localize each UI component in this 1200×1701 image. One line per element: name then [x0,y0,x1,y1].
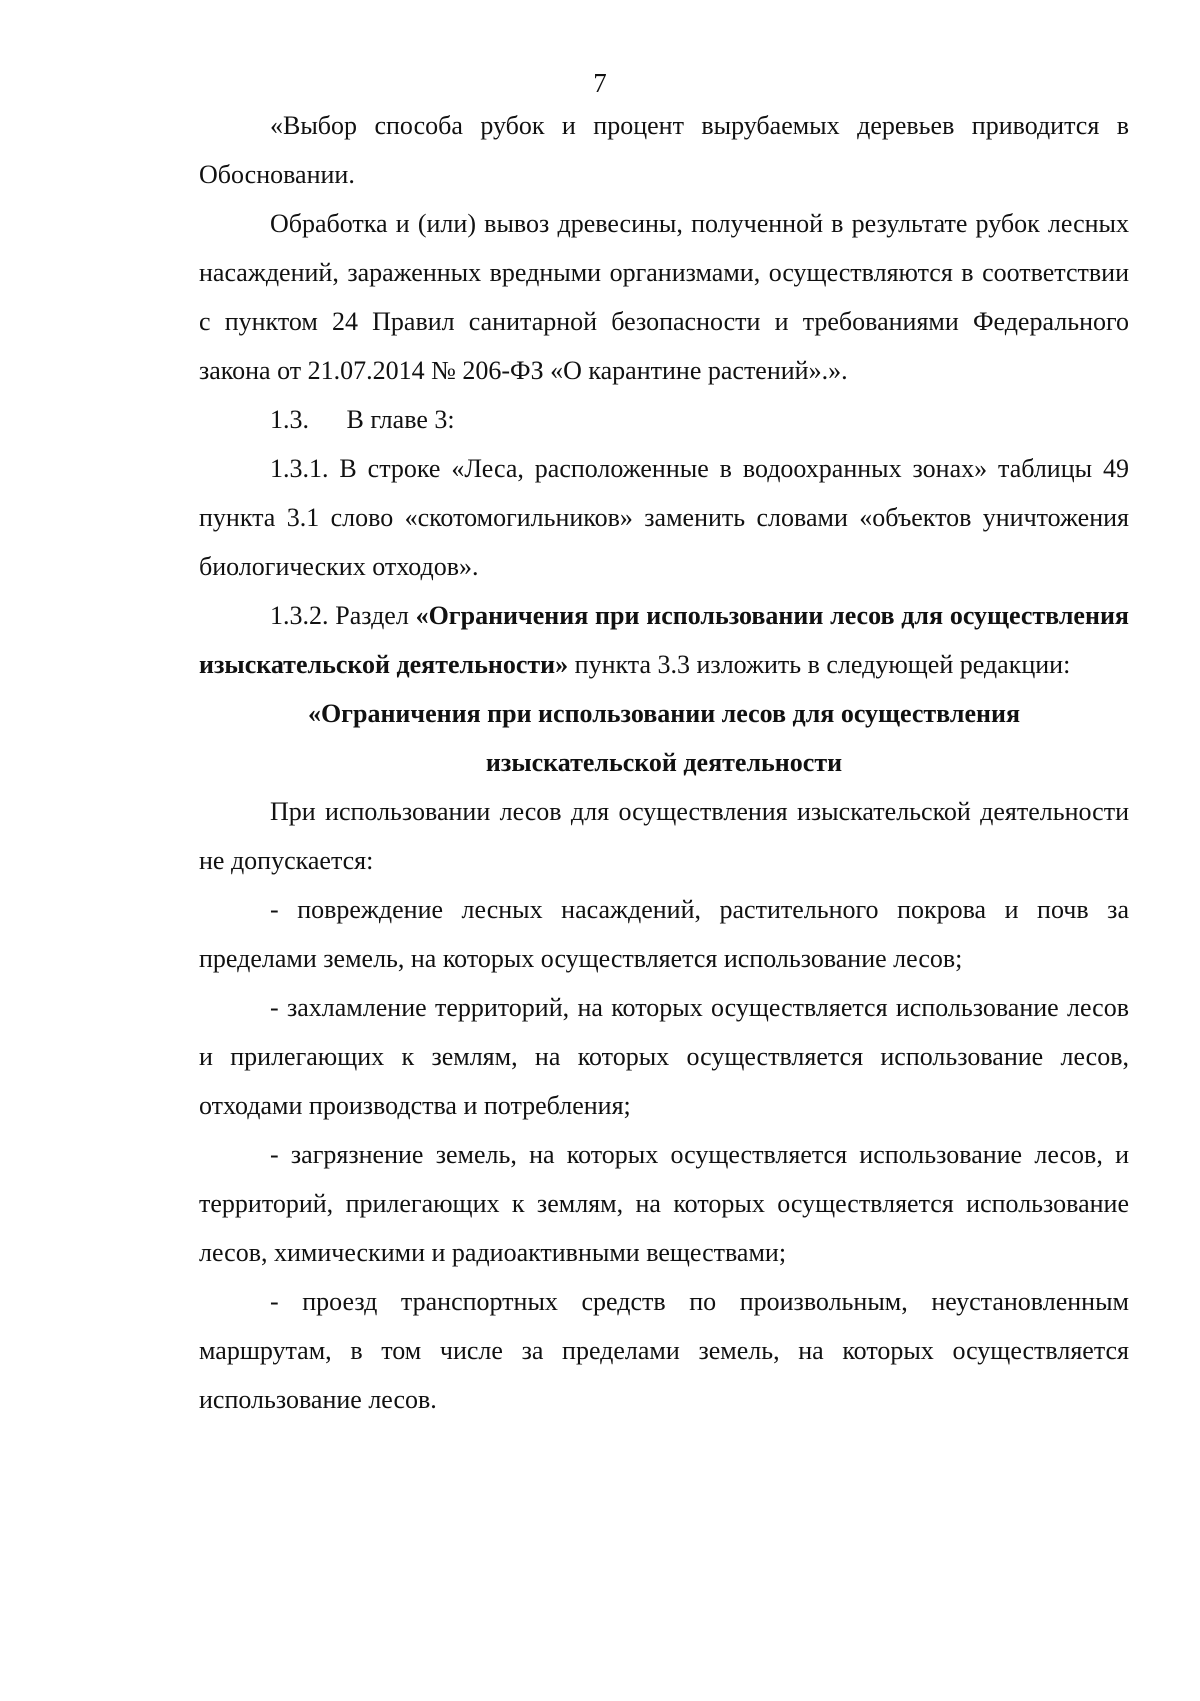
item-number: 1.3.1. [270,454,329,483]
list-item-pollution: - загрязнение земель, на которых осуществляется использование лесов, и территорий, прилегающих к землям, на которых осуществляется использование лесов, химическими и радиоактивными веществами; [199,1140,1129,1267]
item-text: В главе 3: [346,405,455,434]
item-number: 1.3.2. [270,601,329,630]
list-item-vehicles: - проезд транспортных средств по произвольным, неустановленным маршрутам, в том числе за пределами земель, на которых осуществляется использование лесов. [199,1287,1129,1414]
item-1-3-2 [199,591,1129,689]
page-number: 7 [593,68,607,98]
item-text: В строке «Леса, расположенные в водоохранных зонах» таблицы 49 пункта 3.1 слово «скотомогильников» заменить словами «объектов уничтожения биологических отходов». [199,454,1130,581]
list-item-damage: - повреждение лесных насаждений, растительного покрова и почв за пределами земель, на которых осуществляется использование лесов; [199,895,1129,973]
item-1-3-1 [199,444,1129,591]
section-title-ref: «Ограничения при использовании лесов для осуществления изыскательской деятельности» [199,601,1129,679]
item-1-3 [199,395,1129,444]
item-text-pre: Раздел [335,601,416,630]
list-item-littering: - захламление территорий, на которых осуществляется использование лесов и прилегающих к землям, на которых осуществляется использование лесов, отходами производства и потребления; [199,993,1129,1120]
item-number: 1.3. [270,405,309,434]
section-heading: «Ограничения при использовании лесов для осуществления изыскательской деятельности [307,699,1021,777]
paragraph-felling-method: «Выбор способа рубок и процент вырубаемых деревьев приводится в Обосновании. [199,111,1129,189]
paragraph-prohibited-intro: При использовании лесов для осуществления изыскательской деятельности не допускается: [199,797,1129,875]
document-body [199,101,1129,1424]
item-text-post: пункта 3.3 изложить в следующей редакции: [568,650,1071,679]
paragraph-wood-processing: Обработка и (или) вывоз древесины, полученной в результате рубок лесных насаждений, зараженных вредными организмами, осуществляются в соответствии с пунктом 24 Правил санитарной безопасности и требованиями Федерального закона от 21.07.2014 № 206-ФЗ «О карантине растений».». [199,209,1129,385]
